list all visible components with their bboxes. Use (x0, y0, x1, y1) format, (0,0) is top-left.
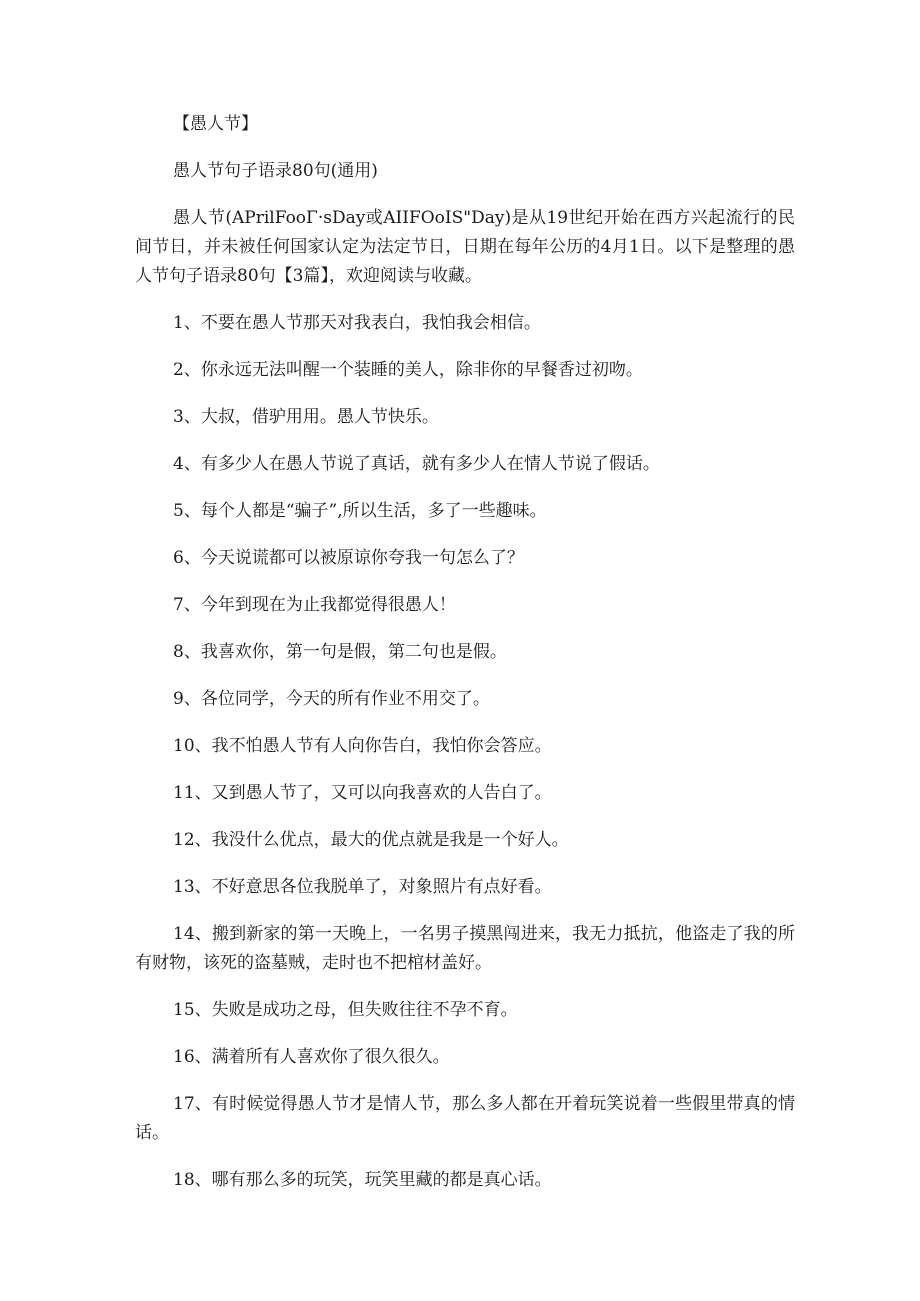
intro-paragraph: 愚人节(APrilFooΓ·sDay或AIIFOoIS"Day)是从19世纪开始在西方兴起流行的民间节日，并未被任何国家认定为法定节日，日期在每年公历的4月1日。以下是整理的愚人节句子语录80句【3篇】，欢迎阅读与收藏。 (135, 208, 795, 286)
quote-item: 5、每个人都是“骗子”,所以生活，多了一些趣味。 (173, 501, 547, 521)
quote-item: 11、又到愚人节了，又可以向我喜欢的人告白了。 (173, 783, 552, 803)
quote-item: 2、你永远无法叫醒一个装睡的美人，除非你的早餐香过初吻。 (173, 360, 643, 380)
quote-item: 3、大叔，借驴用用。愚人节快乐。 (173, 407, 439, 427)
quote-item: 6、今天说谎都可以被原谅你夸我一句怎么了？ (173, 548, 524, 568)
quote-item: 1、不要在愚人节那天对我表白，我怕我会相信。 (173, 313, 541, 333)
quote-item: 17、有时候觉得愚人节才是情人节，那么多人都在开着玩笑说着一些假里带真的情话。 (135, 1094, 795, 1143)
quote-item: 9、各位同学，今天的所有作业不用交了。 (173, 689, 490, 709)
quote-item: 16、满着所有人喜欢你了很久很久。 (173, 1047, 450, 1067)
quote-item: 18、哪有那么多的玩笑，玩笑里藏的都是真心话。 (173, 1170, 552, 1190)
quote-item: 7、今年到现在为止我都觉得很愚人！ (173, 595, 456, 615)
quote-item: 4、有多少人在愚人节说了真话，就有多少人在情人节说了假话。 (173, 454, 660, 474)
quote-item: 12、我没什么优点，最大的优点就是我是一个好人。 (173, 830, 569, 850)
quote-item: 14、搬到新家的第一天晚上，一名男子摸黑闯进来，我无力抵抗，他盗走了我的所有财物，该死的盗墓贼，走时也不把棺材盖好。 (135, 924, 795, 973)
quote-item: 15、失败是成功之母，但失败往往不孕不育。 (173, 1000, 518, 1020)
quote-item: 13、不好意思各位我脱单了，对象照片有点好看。 (173, 877, 552, 897)
document-body (135, 110, 795, 1213)
quote-item: 8、我喜欢你，第一句是假，第二句也是假。 (173, 642, 507, 662)
document-heading: 【愚人节】 (173, 114, 258, 134)
document-subtitle: 愚人节句子语录80句(通用) (173, 161, 378, 181)
quote-list (135, 309, 795, 1195)
quote-item: 10、我不怕愚人节有人向你告白，我怕你会答应。 (173, 736, 552, 756)
